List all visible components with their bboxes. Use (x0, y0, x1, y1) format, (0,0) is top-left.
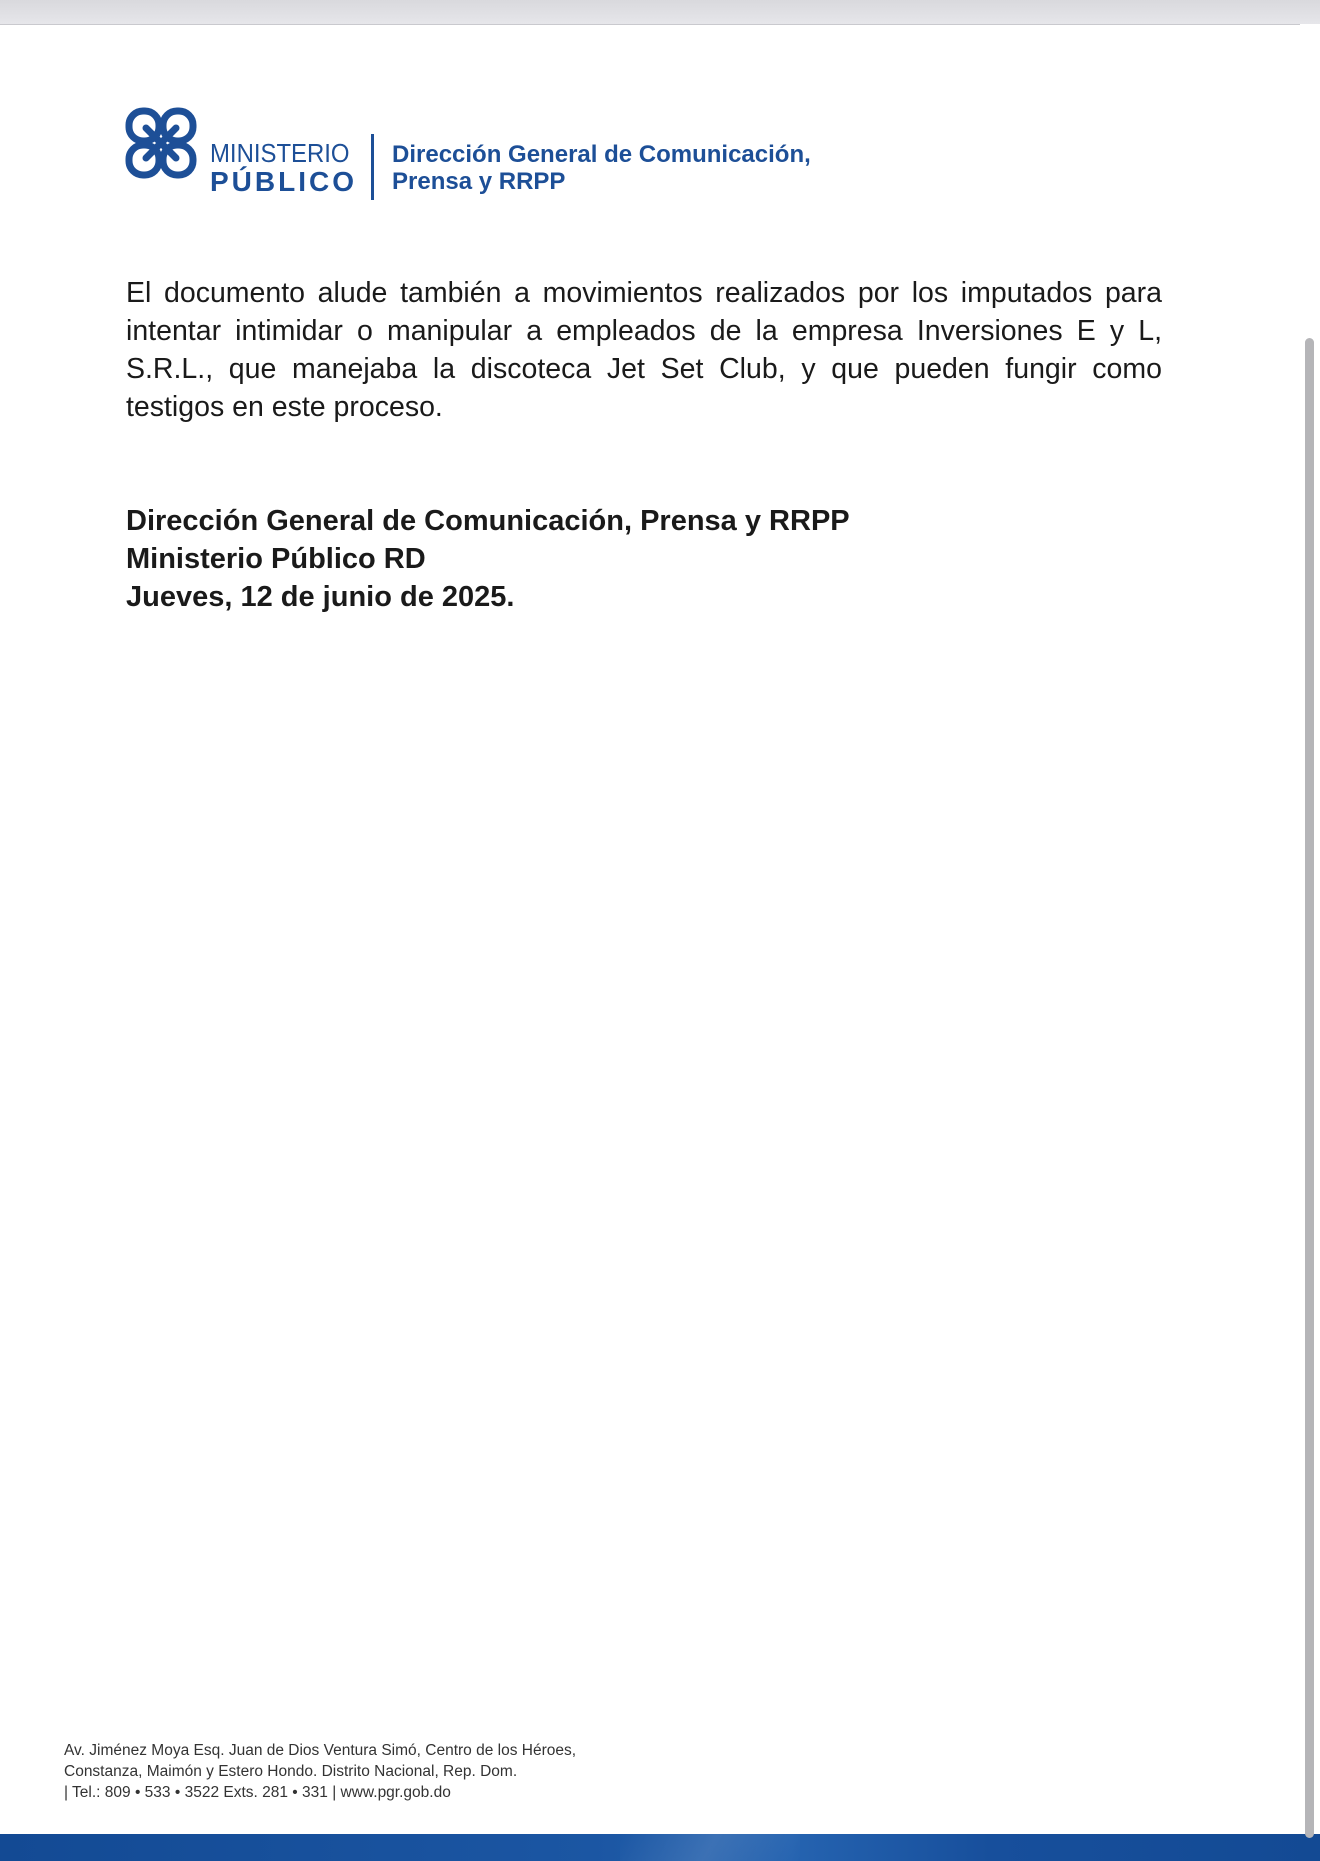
footer-contact-line: | Tel.: 809 • 533 • 3522 Exts. 281 • 331 | www.pgr.gob.do (64, 1784, 451, 1801)
signature-department: Dirección General de Comunicación, Prensa y RRPP (126, 505, 850, 537)
footer-address-line1: Av. Jiménez Moya Esq. Juan de Dios Ventura Simó, Centro de los Héroes, (64, 1742, 577, 1759)
document-page (0, 24, 1300, 1834)
letterhead (124, 106, 884, 206)
footer-address-line2: Constanza, Maimón y Estero Hondo. Distrito Nacional, Rep. Dom. (64, 1763, 518, 1780)
department-name-line1: Dirección General de Comunicación, (392, 141, 811, 168)
signature-date: Jueves, 12 de junio de 2025. (126, 581, 515, 613)
signature-institution: Ministerio Público RD (126, 543, 426, 575)
body-paragraph: El documento alude también a movimientos realizados por los imputados para intentar intimidar o manipular a empleados de la empresa Inversiones E y L, S.R.L., que manejaba la discoteca Jet Set Club, y que pueden fungir como testigos en este proceso. (126, 277, 1162, 423)
scrollbar-thumb[interactable] (1305, 338, 1314, 1838)
header-divider (371, 134, 374, 200)
footer-band-accent (620, 1834, 800, 1861)
viewer-top-bar (0, 0, 1320, 25)
ministerio-publico-logo-icon (124, 106, 198, 180)
logo-text-publico: PÚBLICO (210, 166, 357, 197)
footer-address (64, 1740, 764, 1803)
logo-text-ministerio: MINISTERIO (210, 138, 350, 168)
signature-block (126, 502, 1126, 616)
department-name-line2: Prensa y RRPP (392, 168, 566, 195)
